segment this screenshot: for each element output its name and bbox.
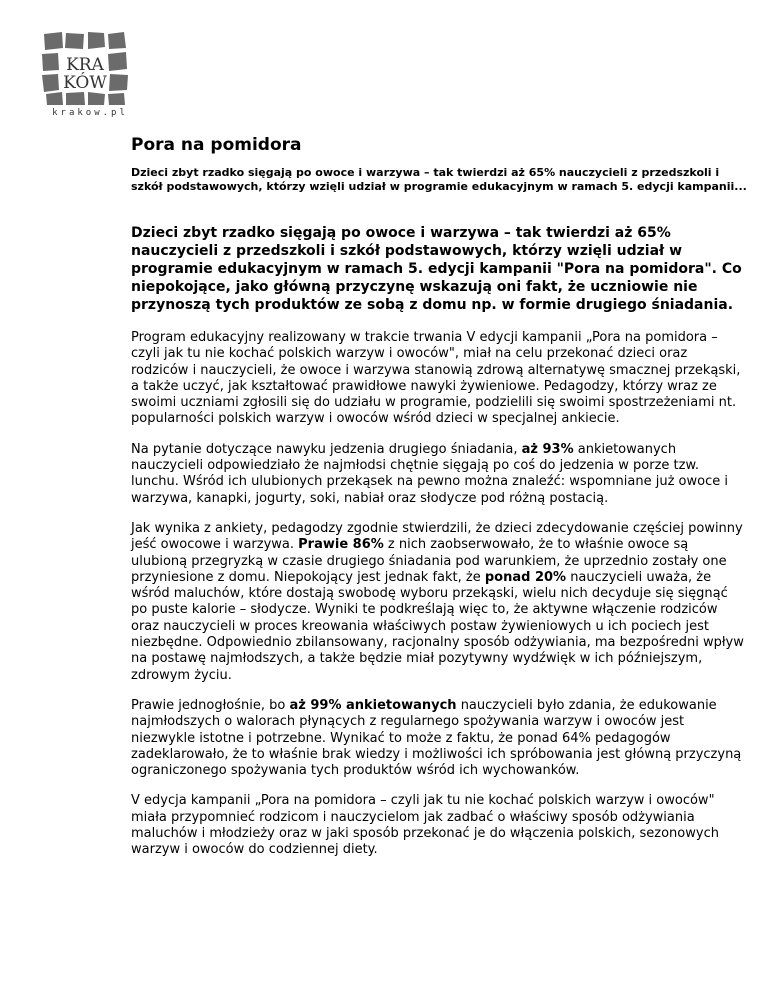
p4-bold-99: aż 99% ankietowanych <box>289 697 457 713</box>
paragraph-2 <box>131 442 747 507</box>
paragraph-5: V edycja kampanii „Pora na pomidora – czyli jak tu nie kochać polskich warzyw i owoców" miała przypomnieć rodzicom i nauczycielom jak zadbać o właściwy sposób odżywiania maluchów i młodzieży oraz w jaki sposób przekonać je do włączenia polskich, sezonowych warzyw i owoców do codziennej diety. <box>131 793 719 858</box>
p2-text-c: ankietowanych nauczycieli odpowiedziało że najmłodsi chętnie sięgają po coś do jedzenia w porze tzw. lunchu. Wśród ich ulubionych przekąsek na pewno można znaleźć: wspomniane już owoce i warzywa, kanapki, jogurty, soki, nabiał oraz słodycze pod różną postacią. <box>131 441 728 506</box>
paragraph-3 <box>131 521 747 684</box>
p3-text-a: Jak wynika z ankiety, pedagodzy zgodnie stwierdzili, że dzieci zdecydowanie częściej powinny jeść owocowe i warzywa. <box>131 520 743 553</box>
p4-text-c: nauczycieli było zdania, że edukowanie najmłodszych o walorach płynących z regularnego spożywania warzyw i owoców jest niezwykle istotne i potrzebne. Wynikać to może z faktu, że ponad 64% pedagogów zadeklarowało, że to właśnie brak wiedzy i możliwości ich spróbowania jest główną przyczyną ograniczonego spożywania tych produktów wśród ich wychowanków. <box>131 697 742 779</box>
article <box>131 134 747 873</box>
p4-text-a: Prawie jednogłośnie, bo <box>131 697 290 713</box>
logo-text-kow: KÓW <box>63 73 107 93</box>
p3-bold-86: Prawie 86% <box>298 537 384 553</box>
logo-caption: krakow.pl <box>52 108 128 118</box>
article-lead: Dzieci zbyt rzadko sięgają po owoce i warzywa – tak twierdzi aż 65% nauczycieli z przedszkoli i szkół podstawowych, którzy wzięli udział w programie edukacyjnym w ramach 5. edycji kampanii "Pora na pomidora". Co niepokojące, jako główną przyczynę wskazują oni fakt, że uczniowie nie przynoszą tych produktów ze sobą z domu np. w formie drugiego śniadania. <box>131 225 742 313</box>
article-summary: Dzieci zbyt rzadko sięgają po owoce i warzywa – tak twierdzi aż 65% nauczycieli z przedszkoli i szkół podstawowych, którzy wzięli udział w programie edukacyjnym w ramach 5. edycji kampanii... <box>131 166 747 193</box>
logo-text-kra: KRA <box>66 55 104 75</box>
paragraph-1: Program edukacyjny realizowany w trakcie trwania V edycji kampanii „Pora na pomidora – czyli jak tu nie kochać polskich warzyw i owoców", miał na celu przekonać dzieci oraz rodziców i nauczycieli, że owoce i warzywa stanowią zdrową alternatywę smacznej przekąski, a także uczyć, jak kształtować prawidłowe nawyki żywieniowe. Pedagodzy, którzy wraz ze swoimi uczniami zgłosili się do udziału w programie, podzielili się swoimi spostrzeżeniami nt. popularności polskich warzyw i owoców wśród dzieci w specjalnej ankiecie. <box>131 330 741 427</box>
krakow-logo[interactable] <box>38 28 142 122</box>
krakow-logo-mark <box>38 28 142 106</box>
p3-text-c: z nich zaobserwowało, że to właśnie owoce są ulubioną przegryzką w czasie drugiego śniadania pod warunkiem, że uprzednio zostały one przyniesione z domu. Niepokojący jest jednak fakt, że <box>131 537 727 585</box>
article-title: Pora na pomidora <box>131 135 302 155</box>
p2-bold-93: aż 93% <box>521 441 574 457</box>
p3-bold-20: ponad 20% <box>484 569 567 585</box>
paragraph-4 <box>131 698 747 779</box>
p2-text-a: Na pytanie dotyczące nawyku jedzenia drugiego śniadania, <box>131 441 522 457</box>
p3-text-e: nauczycieli uważa, że wśród maluchów, które dostają swobodę wyboru przekąski, wielu nich decyduje się sięgnąć po puste kalorie – słodycze. Wyniki te podkreślają więc to, że aktywne włączenie rodziców oraz nauczycieli w proces kreowania właściwych postaw żywieniowych u ich pociech jest niezbędne. Odpowiednio zbilansowany, racjonalny sposób odżywiania, ma bezpośredni wpływ na postawę najmłodszych, a także będzie miał pozytywny wydźwięk w ich późniejszym, zdrowym życiu. <box>131 569 744 683</box>
